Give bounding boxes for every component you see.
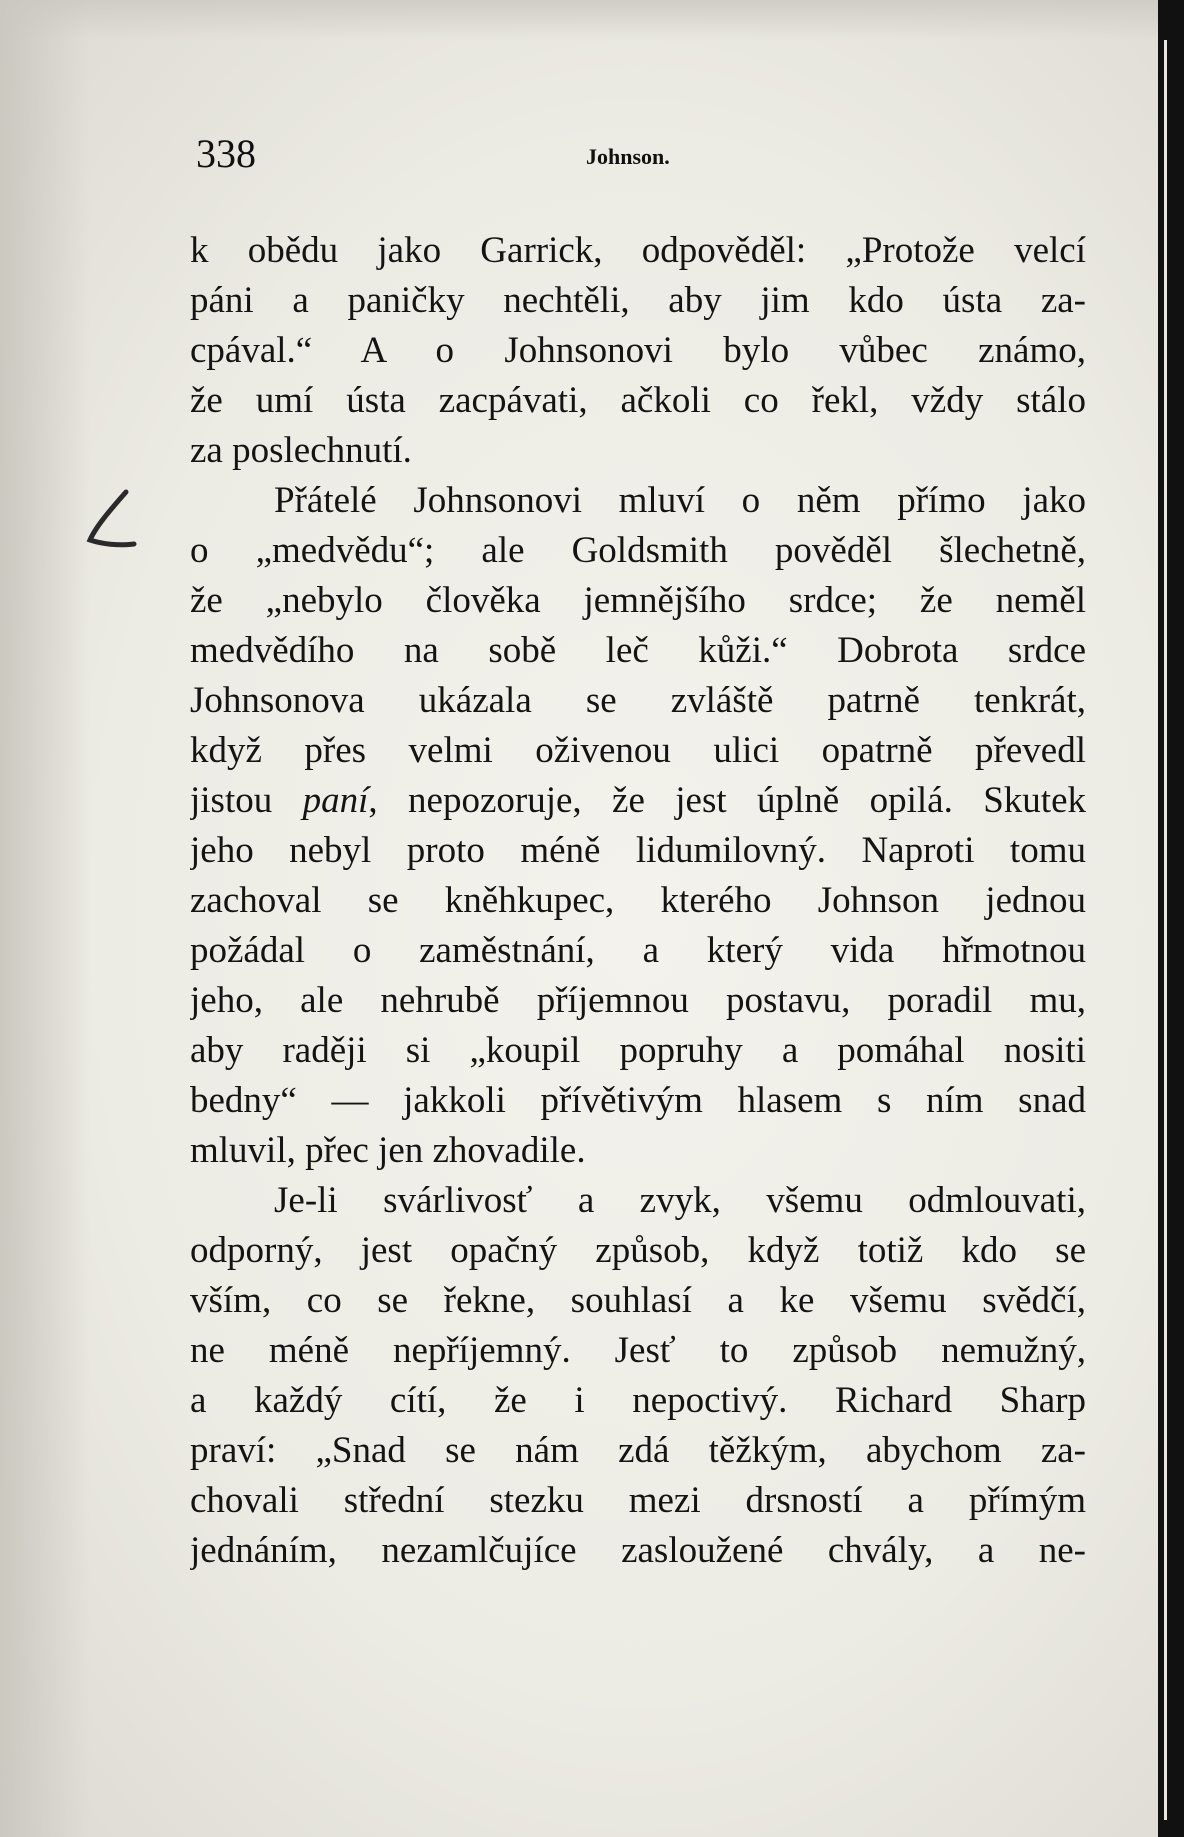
page-gutter-shadow [0, 0, 90, 1837]
text-line: jednáním, nezamlčujíce zasloužené chvály, a ne- [190, 1530, 1086, 1571]
text-line: páni a paničky nechtěli, aby jim kdo ústa za- [190, 280, 1086, 321]
text-line: Je-li svárlivosť a zvyk, všemu odmlouvati, [274, 1180, 1086, 1221]
text-line: zachoval se kněhkupec, kterého Johnson jednou [190, 880, 1086, 921]
text-line: odporný, jest opačný způsob, když totiž kdo se [190, 1230, 1086, 1271]
text-line: aby raději si „koupil popruhy a pomáhal nositi [190, 1030, 1086, 1071]
text-line: že „nebylo člověka jemnějšího srdce; že neměl [190, 580, 1086, 621]
text-line: k obědu jako Garrick, odpověděl: „Protože velcí [190, 230, 1086, 271]
text-line: chovali střední stezku mezi drsností a přímým [190, 1480, 1086, 1521]
text-line: mluvil, přec jen zhovadile. [190, 1130, 586, 1171]
text-line: Johnsonova ukázala se zvláště patrně tenkrát, [190, 680, 1086, 721]
text-segment: , nepozoruje, že jest úplně opilá. Skutek [368, 780, 1086, 821]
italic-word: paní [302, 780, 369, 821]
text-line: že umí ústa zacpávati, ačkoli co řekl, vždy stálo [190, 380, 1086, 421]
text-line: požádal o zaměstnání, a který vida hřmotnou [190, 930, 1086, 971]
text-line: o „medvědu“; ale Goldsmith pověděl šlechetně, [190, 530, 1086, 571]
text-line: praví: „Snad se nám zdá těžkým, abychom za- [190, 1430, 1086, 1471]
body-text [190, 226, 1086, 1576]
page-top-shadow [0, 0, 1158, 40]
text-line: a každý cítí, že i nepoctivý. Richard Sharp [190, 1380, 1086, 1421]
text-line: ne méně nepříjemný. Jesť to způsob nemužný, [190, 1330, 1086, 1371]
text-line: za poslechnutí. [190, 430, 412, 471]
running-title: Johnson. [586, 144, 670, 169]
page-number: 338 [196, 131, 256, 176]
text-line: Přátelé Johnsonovi mluví o něm přímo jako [274, 480, 1086, 521]
handwritten-pencil-mark-icon [82, 486, 142, 556]
text-line: jeho nebyl proto méně lidumilovný. Naproti tomu [190, 830, 1086, 871]
text-line: vším, co se řekne, souhlasí a ke všemu svědčí, [190, 1280, 1086, 1321]
text-line [190, 776, 1086, 826]
text-line: bedny“ — jakkoli přívětivým hlasem s ním snad [190, 1080, 1086, 1121]
page-edge-line [1164, 40, 1167, 1820]
text-line: medvědího na sobě leč kůži.“ Dobrota srdce [190, 630, 1086, 671]
text-line: když přes velmi oživenou ulici opatrně převedl [190, 730, 1086, 771]
text-line: cpával.“ A o Johnsonovi bylo vůbec známo, [190, 330, 1086, 371]
scan-border [1158, 0, 1184, 1837]
text-line: jeho, ale nehrubě příjemnou postavu, poradil mu, [190, 980, 1086, 1021]
text-segment: jistou [190, 780, 303, 821]
